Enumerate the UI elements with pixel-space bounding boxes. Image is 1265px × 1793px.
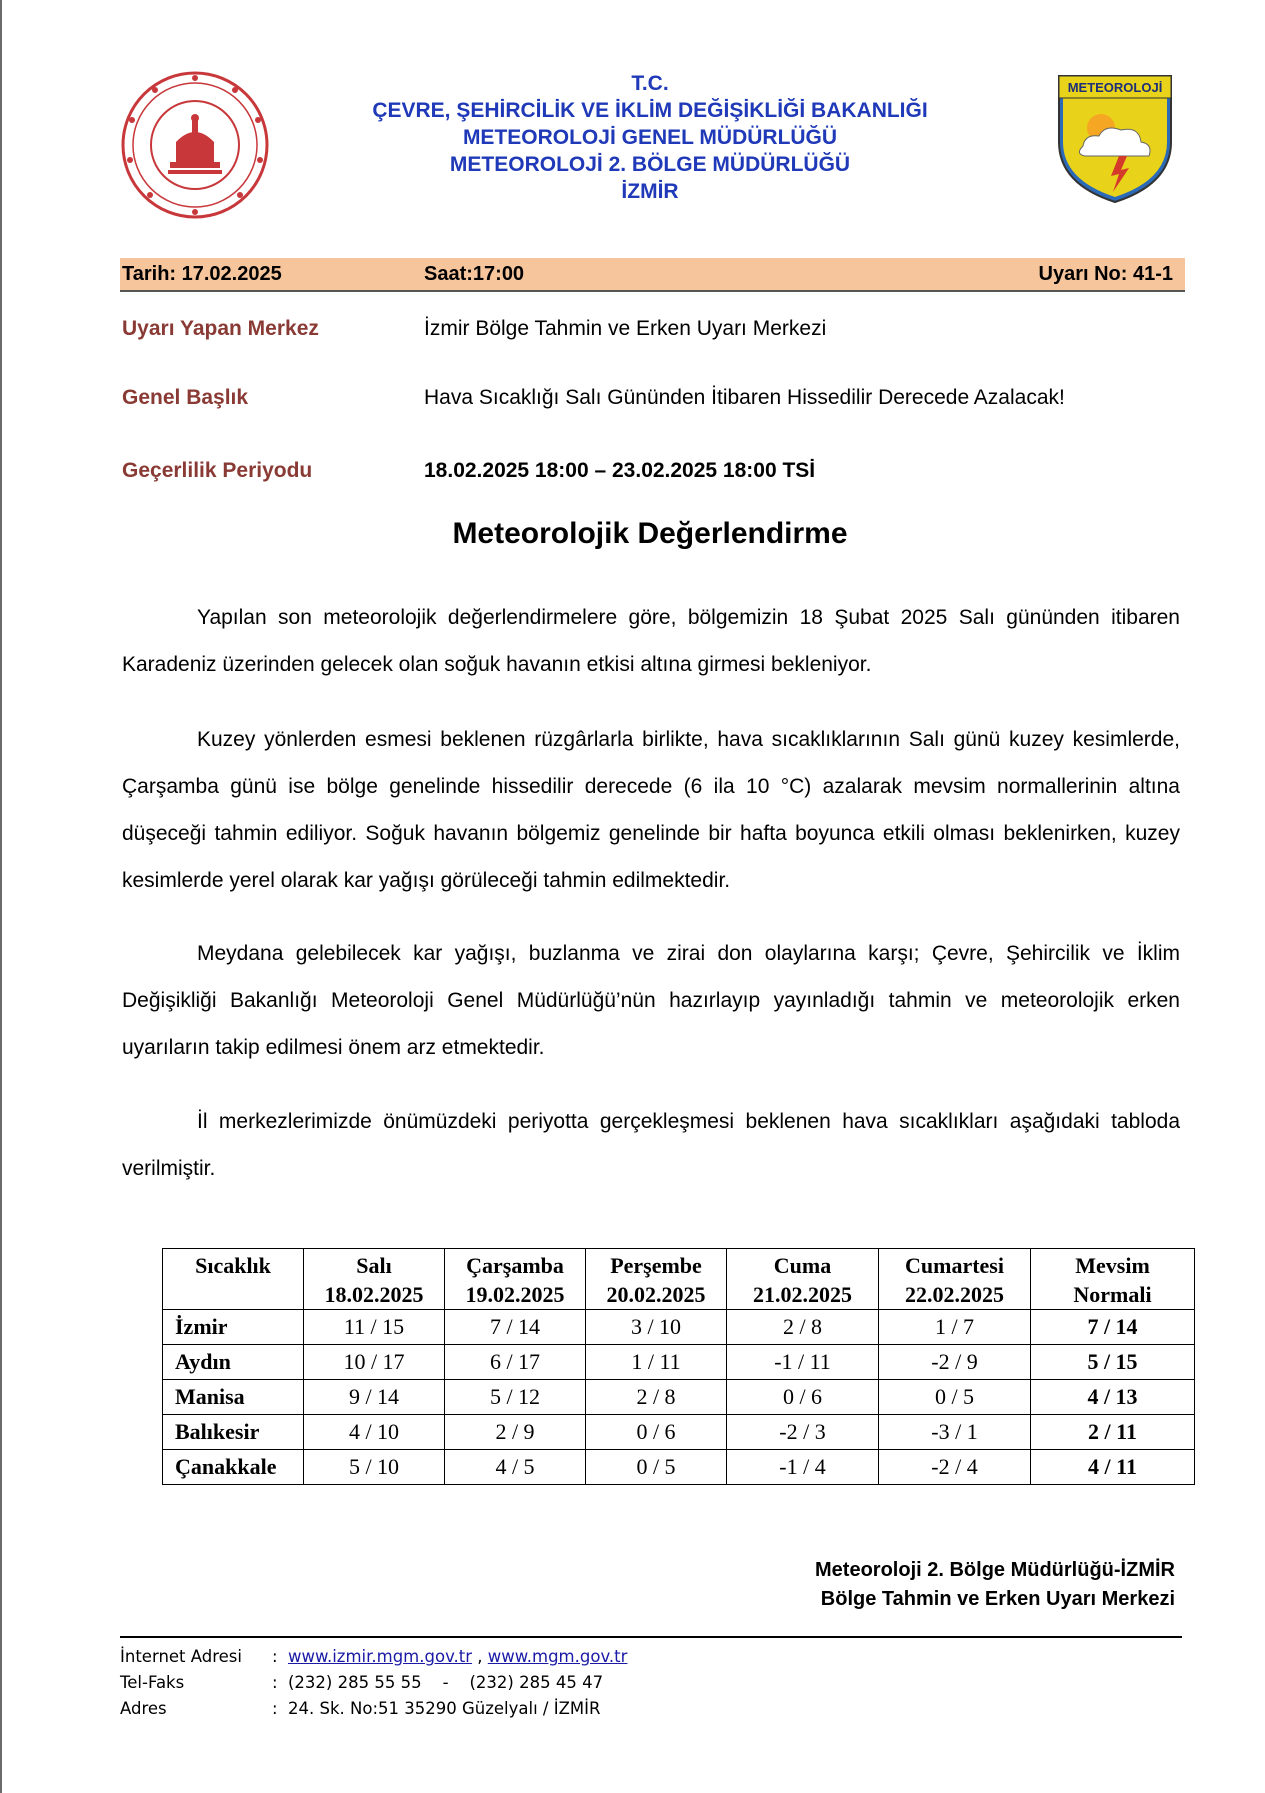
temp-cell: -1 / 4 (727, 1450, 879, 1485)
temp-cell: 2 / 8 (586, 1380, 727, 1415)
temperature-table (162, 1248, 1195, 1485)
temp-cell: 0 / 6 (727, 1380, 879, 1415)
period-value: 18.02.2025 18:00 – 23.02.2025 18:00 TSİ (424, 459, 816, 482)
footer-address-value: 24. Sk. No:51 35290 Güzelyalı / İZMİR (288, 1699, 601, 1718)
footer-tel-label: Tel-Faks (120, 1673, 185, 1692)
temp-cell: 1 / 11 (586, 1345, 727, 1380)
normal-cell: 4 / 11 (1031, 1450, 1195, 1485)
table-header-row (163, 1249, 1195, 1310)
footer-link-mgm[interactable]: www.mgm.gov.tr (487, 1647, 628, 1666)
page-edge (0, 0, 2, 1793)
signature-line-1: Meteoroloji 2. Bölge Müdürlüğü-İZMİR (815, 1559, 1175, 1581)
table-row (163, 1310, 1195, 1345)
header-line-ministry: ÇEVRE, ŞEHİRCİLİK VE İKLİM DEĞİŞİKLİĞİ BAKANLIĞI (372, 99, 928, 122)
city-cell: Çanakkale (163, 1450, 304, 1485)
header-line-regional: METEOROLOJİ 2. BÖLGE MÜDÜRLÜĞÜ (449, 153, 851, 176)
footer (120, 1644, 627, 1722)
footer-colon: : (272, 1699, 278, 1718)
signature-line-2: Bölge Tahmin ve Erken Uyarı Merkezi (820, 1588, 1175, 1610)
temp-cell: 2 / 9 (445, 1415, 586, 1450)
title-value: Hava Sıcaklığı Salı Gününden İtibaren Hissedilir Derecede Azalacak! (424, 386, 1065, 409)
issue-time: Saat:17:00 (424, 263, 525, 285)
city-cell: Balıkesir (163, 1415, 304, 1450)
section-title: Meteorolojik Değerlendirme (452, 517, 848, 550)
temp-cell: 5 / 10 (304, 1450, 445, 1485)
temp-cell: 3 / 10 (586, 1310, 727, 1345)
temp-cell: 2 / 8 (727, 1310, 879, 1345)
ministry-seal-icon (120, 70, 270, 220)
header-cell: Salı 18.02.2025 (304, 1249, 445, 1310)
header-title-block (320, 70, 980, 205)
title-label: Genel Başlık (122, 386, 249, 409)
normal-cell: 4 / 13 (1031, 1380, 1195, 1415)
normal-cell: 7 / 14 (1031, 1310, 1195, 1345)
warning-number: Uyarı No: 41-1 (1038, 263, 1173, 285)
period-label: Geçerlilik Periyodu (122, 459, 313, 482)
temp-cell: 11 / 15 (304, 1310, 445, 1345)
footer-colon: : (272, 1673, 278, 1692)
footer-divider (120, 1636, 1182, 1638)
temp-cell: -2 / 4 (879, 1450, 1031, 1485)
temp-cell: -3 / 1 (879, 1415, 1031, 1450)
temp-cell: -1 / 11 (727, 1345, 879, 1380)
footer-address-row (120, 1696, 627, 1722)
table-row (163, 1345, 1195, 1380)
temp-cell: 1 / 7 (879, 1310, 1031, 1345)
city-cell: İzmir (163, 1310, 304, 1345)
footer-internet-row (120, 1644, 627, 1670)
issue-date: Tarih: 17.02.2025 (122, 263, 282, 285)
logo-text: METEOROLOJİ (1067, 80, 1163, 95)
header-line-city: İZMİR (621, 180, 679, 203)
header-line-tc: T.C. (631, 72, 669, 95)
signature-block (815, 1556, 1175, 1614)
temp-cell: 9 / 14 (304, 1380, 445, 1415)
header-cell: Çarşamba 19.02.2025 (445, 1249, 586, 1310)
header-cell: Cumartesi 22.02.2025 (879, 1249, 1031, 1310)
city-cell: Manisa (163, 1380, 304, 1415)
temp-cell: 4 / 5 (445, 1450, 586, 1485)
footer-url-separator: , (472, 1647, 488, 1666)
temp-cell: -2 / 9 (879, 1345, 1031, 1380)
table-row (163, 1380, 1195, 1415)
footer-internet-label: İnternet Adresi (120, 1647, 242, 1666)
city-cell: Aydın (163, 1345, 304, 1380)
normal-cell: 5 / 15 (1031, 1345, 1195, 1380)
temp-cell: 10 / 17 (304, 1345, 445, 1380)
temp-cell: 7 / 14 (445, 1310, 586, 1345)
paragraph-4: İl merkezlerimizde önümüzdeki periyotta gerçekleşmesi beklenen hava sıcaklıkları aşağıdaki tabloda verilmiştir. (122, 1110, 1180, 1180)
header-cell: Mevsim Normali (1031, 1249, 1195, 1310)
header-line-directorate: METEOROLOJİ GENEL MÜDÜRLÜĞÜ (462, 126, 838, 149)
info-band (120, 258, 1185, 292)
temp-cell: 0 / 5 (586, 1450, 727, 1485)
paragraph-3: Meydana gelebilecek kar yağışı, buzlanma ve zirai don olaylarına karşı; Çevre, Şehircilik ve İklim Değişikliği Bakanlığı Meteoroloji Genel Müdürlüğü’nün hazırlayıp yayınladığı tahmin ve meteorolojik erken uyarıların takip edilmesi önem arz etmektedir. (122, 942, 1180, 1059)
table-row (163, 1415, 1195, 1450)
paragraph-2: Kuzey yönlerden esmesi beklenen rüzgârlarla birlikte, hava sıcaklıklarının Salı günü kuzey kesimlerde, Çarşamba günü ise bölge genelinde hissedilir derecede (6 ila 10 °C) azalarak mevsim normallerinin altına düşeceği tahmin ediliyor. Soğuk havanın bölgemiz genelinde bir hafta boyunca etkili olması beklenirken, kuzey kesimlerde yerel olarak kar yağışı görüleceği tahmin edilmektedir. (122, 728, 1180, 892)
center-label: Uyarı Yapan Merkez (122, 317, 319, 340)
temp-cell: 4 / 10 (304, 1415, 445, 1450)
temp-cell: 0 / 5 (879, 1380, 1031, 1415)
header-cell: Perşembe 20.02.2025 (586, 1249, 727, 1310)
temp-cell: -2 / 3 (727, 1415, 879, 1450)
footer-link-izmir[interactable]: www.izmir.mgm.gov.tr (288, 1647, 473, 1666)
header-cell: Cuma 21.02.2025 (727, 1249, 879, 1310)
paragraph-1: Yapılan son meteorolojik değerlendirmelere göre, bölgemizin 18 Şubat 2025 Salı gününden itibaren Karadeniz üzerinden gelecek olan soğuk havanın etkisi altına girmesi bekleniyor. (122, 606, 1180, 676)
temp-cell: 5 / 12 (445, 1380, 586, 1415)
center-value: İzmir Bölge Tahmin ve Erken Uyarı Merkezi (424, 317, 827, 340)
header-cell: Sıcaklık (163, 1249, 304, 1310)
temp-cell: 6 / 17 (445, 1345, 586, 1380)
temp-cell: 0 / 6 (586, 1415, 727, 1450)
footer-colon: : (272, 1647, 278, 1666)
footer-tel-value: (232) 285 55 55 - (232) 285 45 47 (288, 1673, 604, 1692)
footer-address-label: Adres (120, 1699, 167, 1718)
table-row (163, 1450, 1195, 1485)
footer-tel-row (120, 1670, 627, 1696)
meteoroloji-shield-icon (1055, 72, 1175, 204)
normal-cell: 2 / 11 (1031, 1415, 1195, 1450)
